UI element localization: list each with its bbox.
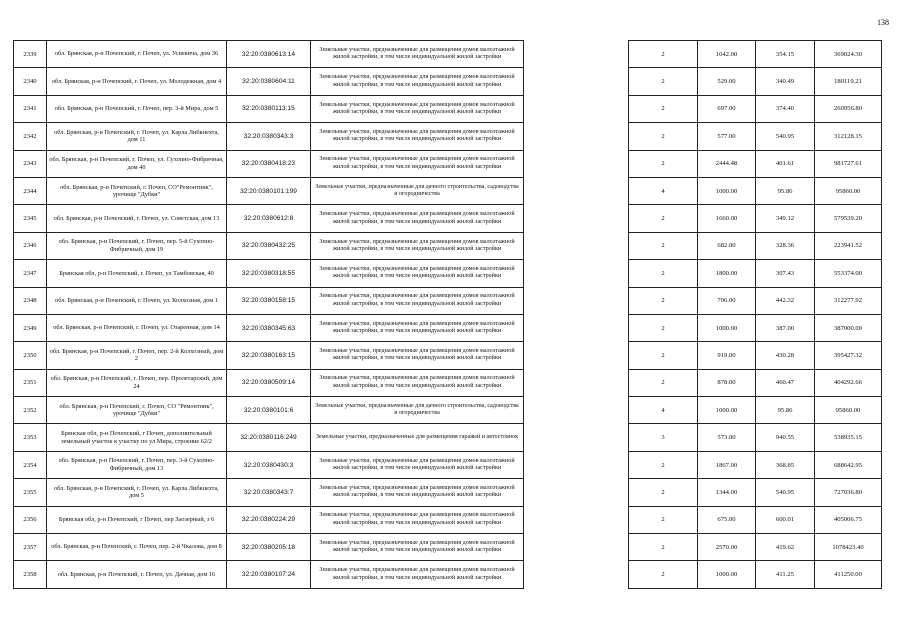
group-cell: 2: [629, 68, 698, 95]
cadastral-value-cell: 223941.52: [815, 232, 882, 259]
table-row: [14, 561, 882, 588]
table-row: [14, 232, 882, 259]
column-gap: [524, 342, 629, 369]
column-gap: [524, 177, 629, 204]
permitted-use-cell: Земельные участки, предназначенные для размещения домов малоэтажной жилой застройки, в том числе индивидуальной жилой застройки: [311, 123, 524, 150]
address-cell: обл. Брянская, р-н Почепский, г. Почеп, пер. 3-й Сухопно-Фибричный, дом 13: [47, 451, 227, 478]
column-gap: [524, 561, 629, 588]
area-cell: 697.00: [698, 95, 756, 122]
group-cell: 2: [629, 150, 698, 177]
cadastral-number-cell: 32:20:0380604:11: [227, 68, 311, 95]
table-row: [14, 397, 882, 424]
cadastral-value-cell: 553374.00: [815, 260, 882, 287]
area-cell: 1000.00: [698, 397, 756, 424]
specific-value-cell: 540.95: [756, 123, 815, 150]
group-cell: 2: [629, 41, 698, 68]
permitted-use-cell: Земельные участки, предназначенные для дачного строительства, садоводства и огородничества: [311, 177, 524, 204]
specific-value-cell: 340.49: [756, 68, 815, 95]
specific-value-cell: 307.43: [756, 260, 815, 287]
permitted-use-cell: Земельные участки, предназначенные для размещения домов малоэтажной жилой застройки, в том числе индивидуальной жилой застройки: [311, 41, 524, 68]
permitted-use-cell: Земельные участки, предназначенные для размещения домов малоэтажной жилой застройки, в том числе индивидуальной жилой застройки: [311, 342, 524, 369]
specific-value-cell: 600.01: [756, 506, 815, 533]
cadastral-value-cell: 411250.00: [815, 561, 882, 588]
table-row: [14, 369, 882, 396]
column-gap: [524, 314, 629, 341]
specific-value-cell: 540.95: [756, 479, 815, 506]
permitted-use-cell: Земельные участки, предназначенные для размещения домов малоэтажной жилой застройки, в том числе индивидуальной жилой застройки: [311, 561, 524, 588]
specific-value-cell: 430.28: [756, 342, 815, 369]
column-gap: [524, 123, 629, 150]
specific-value-cell: 328.36: [756, 232, 815, 259]
cadastral-number-cell: 32:20:0380432:25: [227, 232, 311, 259]
address-cell: обл. Брянская, р-н Почепский, г. Почеп, СО "Ремонтник", урочище "Дубки": [47, 397, 227, 424]
row-number: 2357: [14, 534, 47, 561]
group-cell: 2: [629, 534, 698, 561]
address-cell: обл. Брянская, р-н Почепский, г. Почеп, ул. Дачная, дом 16: [47, 561, 227, 588]
address-cell: обл. Брянская, р-н Почепский, г. Почеп, пер. 2-й Чкалова, дом 8: [47, 534, 227, 561]
column-gap: [524, 424, 629, 451]
column-gap: [524, 369, 629, 396]
address-cell: Брянская обл, р-н Почепский, г. Почеп, ул Тамбовская, 40: [47, 260, 227, 287]
cadastral-value-cell: 981727.61: [815, 150, 882, 177]
group-cell: 2: [629, 232, 698, 259]
cadastral-value-cell: 405006.75: [815, 506, 882, 533]
table-row: [14, 177, 882, 204]
specific-value-cell: 460.47: [756, 369, 815, 396]
cadastral-number-cell: 32:20:0380318:55: [227, 260, 311, 287]
column-gap: [524, 287, 629, 314]
permitted-use-cell: Земельные участки, предназначенные для размещения домов малоэтажной жилой застройки, в том числе индивидуальной жилой застройки: [311, 260, 524, 287]
permitted-use-cell: Земельные участки, предназначенные для размещения гаражей и автостоянок: [311, 424, 524, 451]
cadastral-number-cell: 32:20:0380107:24: [227, 561, 311, 588]
cadastral-value-cell: 180119.21: [815, 68, 882, 95]
cadastral-number-cell: 32:20:0380101:199: [227, 177, 311, 204]
group-cell: 2: [629, 561, 698, 588]
group-cell: 2: [629, 123, 698, 150]
permitted-use-cell: Земельные участки, предназначенные для размещения домов малоэтажной жилой застройки, в том числе индивидуальной жилой застройки: [311, 314, 524, 341]
group-cell: 2: [629, 506, 698, 533]
area-cell: 1344.00: [698, 479, 756, 506]
table-row: [14, 342, 882, 369]
table-row: [14, 287, 882, 314]
address-cell: обл. Брянская, р-н Почепский, г. Почеп, ул. Молодежная, дом 4: [47, 68, 227, 95]
row-number: 2349: [14, 314, 47, 341]
area-cell: 1042.00: [698, 41, 756, 68]
area-cell: 1000.00: [698, 177, 756, 204]
permitted-use-cell: Земельные участки, предназначенные для размещения домов малоэтажной жилой застройки, в том числе индивидуальной жилой застройки: [311, 451, 524, 478]
column-gap: [524, 397, 629, 424]
cadastral-number-cell: 32:20:0380345:63: [227, 314, 311, 341]
cadastral-value-cell: 95860.00: [815, 397, 882, 424]
land-plot-table: [13, 40, 882, 589]
area-cell: 1660.00: [698, 205, 756, 232]
column-gap: [524, 232, 629, 259]
specific-value-cell: 374.40: [756, 95, 815, 122]
column-gap: [524, 479, 629, 506]
cadastral-value-cell: 1078423.40: [815, 534, 882, 561]
row-number: 2353: [14, 424, 47, 451]
permitted-use-cell: Земельные участки, предназначенные для размещения домов малоэтажной жилой застройки, в том числе индивидуальной жилой застройки: [311, 369, 524, 396]
column-gap: [524, 68, 629, 95]
cadastral-value-cell: 95860.00: [815, 177, 882, 204]
table-row: [14, 123, 882, 150]
group-cell: 2: [629, 451, 698, 478]
address-cell: обл. Брянская, р-н Почепский, г. Почеп, ул. Советская, дом 13: [47, 205, 227, 232]
row-number: 2342: [14, 123, 47, 150]
row-number: 2354: [14, 451, 47, 478]
permitted-use-cell: Земельные участки, предназначенные для размещения домов малоэтажной жилой застройки, в том числе индивидуальной жилой застройки: [311, 479, 524, 506]
permitted-use-cell: Земельные участки, предназначенные для размещения домов малоэтажной жилой застройки, в том числе индивидуальной жилой застройки: [311, 232, 524, 259]
permitted-use-cell: Земельные участки, предназначенные для размещения домов малоэтажной жилой застройки, в том числе индивидуальной жилой застройки: [311, 150, 524, 177]
cadastral-value-cell: 579539.20: [815, 205, 882, 232]
area-cell: 682.00: [698, 232, 756, 259]
permitted-use-cell: Земельные участки, предназначенные для размещения домов малоэтажной жилой застройки, в том числе индивидуальной жилой застройки: [311, 506, 524, 533]
specific-value-cell: 349.12: [756, 205, 815, 232]
group-cell: 2: [629, 205, 698, 232]
address-cell: Брянская обл, р-н Почепский, г Почеп, пер Заозерный, з 6: [47, 506, 227, 533]
permitted-use-cell: Земельные участки, предназначенные для размещения домов малоэтажной жилой застройки, в том числе индивидуальной жилой застройки: [311, 68, 524, 95]
group-cell: 4: [629, 397, 698, 424]
cadastral-value-cell: 312277.92: [815, 287, 882, 314]
area-cell: 1000.00: [698, 314, 756, 341]
permitted-use-cell: Земельные участки, предназначенные для размещения домов малоэтажной жилой застройки, в том числе индивидуальной жилой застройки: [311, 95, 524, 122]
specific-value-cell: 940.55: [756, 424, 815, 451]
area-cell: 706.00: [698, 287, 756, 314]
address-cell: обл. Брянская, р-н Почепский, г. Почеп, ул. Карла Либкнехта, дом 11: [47, 123, 227, 150]
group-cell: 2: [629, 479, 698, 506]
group-cell: 2: [629, 95, 698, 122]
group-cell: 4: [629, 177, 698, 204]
area-cell: 1867.00: [698, 451, 756, 478]
table-row: [14, 314, 882, 341]
group-cell: 2: [629, 260, 698, 287]
row-number: 2352: [14, 397, 47, 424]
specific-value-cell: 411.25: [756, 561, 815, 588]
area-cell: 2570.00: [698, 534, 756, 561]
row-number: 2345: [14, 205, 47, 232]
row-number: 2340: [14, 68, 47, 95]
table-row: [14, 451, 882, 478]
specific-value-cell: 442.32: [756, 287, 815, 314]
column-gap: [524, 205, 629, 232]
column-gap: [524, 260, 629, 287]
group-cell: 3: [629, 424, 698, 451]
cadastral-value-cell: 404292.66: [815, 369, 882, 396]
cadastral-number-cell: 32:20:0380158:15: [227, 287, 311, 314]
cadastral-number-cell: 32:20:0380113:15: [227, 95, 311, 122]
table-row: [14, 41, 882, 68]
row-number: 2358: [14, 561, 47, 588]
cadastral-value-cell: 538935.15: [815, 424, 882, 451]
address-cell: обл. Брянская, р-н Почепский, г. Почеп, пер. 2-й Колхозный, дом 2: [47, 342, 227, 369]
row-number: 2343: [14, 150, 47, 177]
address-cell: обл. Брянская, р-н Почепский, г. Почеп, ул. Сухопно-Фибричная, дом 40: [47, 150, 227, 177]
cadastral-number-cell: 32:20:0380205:18: [227, 534, 311, 561]
specific-value-cell: 95.86: [756, 177, 815, 204]
cadastral-value-cell: 369024.30: [815, 41, 882, 68]
cadastral-number-cell: 32:20:0380418:23: [227, 150, 311, 177]
table-row: [14, 479, 882, 506]
table-row: [14, 506, 882, 533]
table-row: [14, 205, 882, 232]
area-cell: 1000.00: [698, 561, 756, 588]
address-cell: обл. Брянская, р-н Почепский, г. Почеп, ул. Колхозная, дом 1: [47, 287, 227, 314]
specific-value-cell: 401.61: [756, 150, 815, 177]
table-row: [14, 68, 882, 95]
row-number: 2344: [14, 177, 47, 204]
area-cell: 1800.00: [698, 260, 756, 287]
row-number: 2355: [14, 479, 47, 506]
specific-value-cell: 354.15: [756, 41, 815, 68]
cadastral-number-cell: 32:20:0380224:29: [227, 506, 311, 533]
address-cell: обл. Брянская, р-н Почепский, г. Почеп, пер. Пролетарский, дом 24: [47, 369, 227, 396]
column-gap: [524, 451, 629, 478]
group-cell: 2: [629, 369, 698, 396]
row-number: 2350: [14, 342, 47, 369]
area-cell: 529.00: [698, 68, 756, 95]
permitted-use-cell: Земельные участки, предназначенные для размещения домов малоэтажной жилой застройки, в том числе индивидуальной жилой застройки: [311, 534, 524, 561]
area-cell: 2444.48: [698, 150, 756, 177]
address-cell: обл. Брянская, р-н Почепский, г. Почеп, пер. 3-й Мира, дом 5: [47, 95, 227, 122]
row-number: 2351: [14, 369, 47, 396]
specific-value-cell: 368.85: [756, 451, 815, 478]
address-cell: обл. Брянская, р-н Почепский, г. Почеп, СО"Ремонтник", урочище "Дубки": [47, 177, 227, 204]
specific-value-cell: 95.86: [756, 397, 815, 424]
cadastral-value-cell: 395427.32: [815, 342, 882, 369]
address-cell: обл. Брянская, р-н Почепский, г. Почеп, ул. Усиевича, дом 36: [47, 41, 227, 68]
cadastral-number-cell: 32:20:0380430:3: [227, 451, 311, 478]
cadastral-number-cell: 32:20:0380343:3: [227, 123, 311, 150]
address-cell: обл. Брянская, р-н Почепский, г. Почеп, ул. Карла Либкнехта, дом 5: [47, 479, 227, 506]
area-cell: 577.00: [698, 123, 756, 150]
cadastral-number-cell: 32:20:0380101:6: [227, 397, 311, 424]
land-plot-table-body: [14, 41, 882, 589]
row-number: 2339: [14, 41, 47, 68]
column-gap: [524, 95, 629, 122]
column-gap: [524, 534, 629, 561]
row-number: 2347: [14, 260, 47, 287]
specific-value-cell: 387.00: [756, 314, 815, 341]
cadastral-value-cell: 260956.80: [815, 95, 882, 122]
cadastral-number-cell: 32:20:0380509:14: [227, 369, 311, 396]
table-row: [14, 95, 882, 122]
column-gap: [524, 41, 629, 68]
column-gap: [524, 506, 629, 533]
group-cell: 2: [629, 342, 698, 369]
group-cell: 2: [629, 287, 698, 314]
area-cell: 919.00: [698, 342, 756, 369]
table-row: [14, 424, 882, 451]
row-number: 2348: [14, 287, 47, 314]
row-number: 2346: [14, 232, 47, 259]
row-number: 2356: [14, 506, 47, 533]
table-row: [14, 150, 882, 177]
area-cell: 675.00: [698, 506, 756, 533]
cadastral-number-cell: 32:20:0380163:15: [227, 342, 311, 369]
address-cell: Брянская обл, р-н Почепский, г Почеп, дополнительный земельный участок к участку по ул Мира, строение 62/2: [47, 424, 227, 451]
address-cell: обл. Брянская, р-н Почепский, г. Почеп, пер. 5-й Сухопно-Фибричный, дом 19: [47, 232, 227, 259]
specific-value-cell: 419.62: [756, 534, 815, 561]
table-row: [14, 260, 882, 287]
permitted-use-cell: Земельные участки, предназначенные для размещения домов малоэтажной жилой застройки, в том числе индивидуальной жилой застройки: [311, 287, 524, 314]
cadastral-number-cell: 32:20:0380613:14: [227, 41, 311, 68]
area-cell: 573.00: [698, 424, 756, 451]
row-number: 2341: [14, 95, 47, 122]
column-gap: [524, 150, 629, 177]
cadastral-value-cell: 312128.15: [815, 123, 882, 150]
address-cell: обл. Брянская, р-н Почепский, г. Почеп, ул. Озаренная, дом 14: [47, 314, 227, 341]
cadastral-value-cell: 387000.00: [815, 314, 882, 341]
group-cell: 2: [629, 314, 698, 341]
page-number: 138: [877, 18, 889, 27]
permitted-use-cell: Земельные участки, предназначенные для дачного строительства, садоводства и огородничества: [311, 397, 524, 424]
cadastral-number-cell: 32:20:0380343:7: [227, 479, 311, 506]
area-cell: 878.00: [698, 369, 756, 396]
cadastral-value-cell: 727036.80: [815, 479, 882, 506]
cadastral-value-cell: 688642.95: [815, 451, 882, 478]
cadastral-number-cell: 32:20:0380116:249: [227, 424, 311, 451]
permitted-use-cell: Земельные участки, предназначенные для размещения домов малоэтажной жилой застройки, в том числе индивидуальной жилой застройки: [311, 205, 524, 232]
cadastral-number-cell: 32:20:0380612:8: [227, 205, 311, 232]
table-row: [14, 534, 882, 561]
